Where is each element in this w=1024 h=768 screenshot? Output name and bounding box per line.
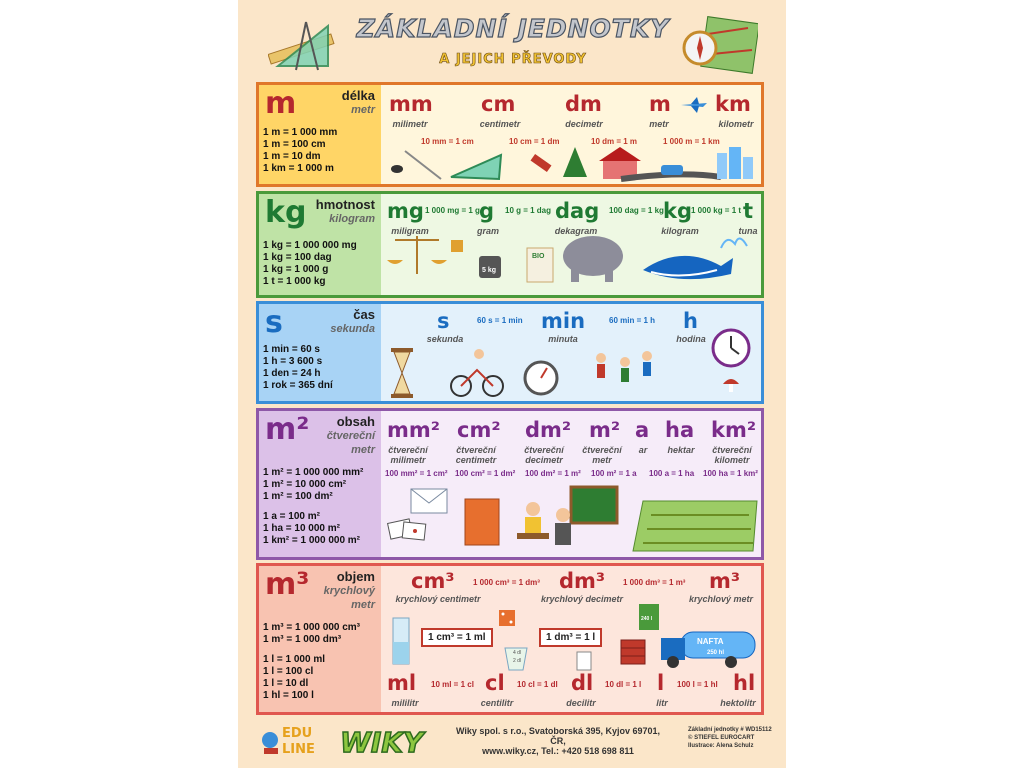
area-summary <box>259 411 381 557</box>
road-icon <box>621 174 721 179</box>
unit-g: g <box>479 199 495 223</box>
time-scale <box>381 304 761 401</box>
unit-dm3-name: krychlový decimetr <box>540 594 624 604</box>
unit-kg-name: kilogram <box>661 226 699 236</box>
playing-cards-icon <box>388 519 426 540</box>
volume-summary <box>259 566 381 712</box>
mass-scale <box>381 194 761 295</box>
set-square-icon <box>451 155 501 179</box>
waste-bin-icon <box>639 604 659 630</box>
area-eq-1: 100 mm² = 1 cm² <box>385 469 448 478</box>
chalk-icon <box>531 154 552 172</box>
length-summary <box>259 85 381 184</box>
small-weight-icon <box>451 240 463 252</box>
volume-eq-1: 1 000 cm³ = 1 dm³ <box>473 578 540 587</box>
truck-label: NAFTA <box>697 637 724 646</box>
unit-h: h <box>683 309 698 333</box>
area-eq-4: 100 m² = 1 a <box>591 469 637 478</box>
unit-mg: mg <box>387 199 424 223</box>
runners-icon <box>596 351 652 382</box>
field-icon <box>633 501 757 551</box>
cup-label-2dl: 2 dl <box>513 658 522 664</box>
length-eq-1: 10 mm = 1 cm <box>421 137 474 146</box>
volume-quantity: objem krychlový metr <box>323 569 375 611</box>
unit-mm-name: milimetr <box>392 119 428 129</box>
unit-mm2-name: čtvereční milimetr <box>388 445 428 465</box>
volume-eq-6: 100 l = 1 hl <box>677 680 718 689</box>
mass-quantity: hmotnost kilogram <box>315 197 375 225</box>
mushroom-icon <box>723 379 739 392</box>
unit-m-name: metr <box>649 119 669 129</box>
volume-scale <box>381 566 761 712</box>
unit-dag-name: dekagram <box>554 226 598 236</box>
svg-text:EDU: EDU <box>282 726 313 741</box>
unit-a-name: ar <box>638 445 648 455</box>
unit-kg: kg <box>663 199 692 223</box>
unit-ha: ha <box>665 418 695 442</box>
airplane-icon <box>679 95 709 115</box>
length-scale <box>381 85 761 184</box>
unit-dag: dag <box>555 199 600 223</box>
unit-cm: cm <box>481 92 516 116</box>
whale-icon <box>643 256 733 279</box>
unit-l-name: litr <box>656 698 668 708</box>
section-volume <box>256 563 764 715</box>
tree-icon <box>563 147 587 177</box>
unit-dl-name: decilitr <box>566 698 596 708</box>
unit-dl: dl <box>571 671 594 695</box>
time-eq-2: 60 min = 1 h <box>609 316 656 325</box>
time-summary <box>259 304 381 401</box>
tanker-truck-icon <box>661 632 755 668</box>
wall-clock-icon <box>713 330 749 366</box>
time-symbol: s <box>265 305 283 340</box>
unit-km-name: kilometr <box>718 119 754 129</box>
volume-symbol: m³ <box>265 567 310 602</box>
area-quantity: obsah čtvereční metr <box>326 414 375 456</box>
milk-carton-icon <box>577 652 591 670</box>
unit-cm3: cm³ <box>411 569 455 593</box>
poster-subtitle: A JEJICH PŘEVODY <box>439 52 587 67</box>
volume-eq-3: 10 ml = 1 cl <box>431 680 474 689</box>
length-conversions: 1 m = 1 000 mm 1 m = 100 cm 1 m = 10 dm 1 km = 1 000 m <box>263 127 338 174</box>
bin-label: 240 l <box>641 616 653 622</box>
unit-cm2: cm² <box>457 418 501 442</box>
unit-m3: m³ <box>709 569 741 593</box>
unit-cm2-name: čtvereční centimetr <box>455 445 497 465</box>
length-illustrations <box>381 145 761 185</box>
section-length <box>256 82 764 187</box>
unit-km2-name: čtvereční kilometr <box>712 445 752 465</box>
unit-l: l <box>657 671 665 695</box>
box-dm3-l: 1 dm³ = 1 l <box>539 628 602 647</box>
box-cm3-ml: 1 cm³ = 1 ml <box>421 628 493 647</box>
length-eq-3: 10 dm = 1 m <box>591 137 638 146</box>
area-symbol: m² <box>265 412 310 447</box>
mass-summary <box>259 194 381 295</box>
volume-eq-5: 10 dl = 1 l <box>605 680 642 689</box>
book-icon <box>465 499 499 545</box>
area-eq-2: 100 cm² = 1 dm² <box>455 469 516 478</box>
svg-text:WIKY: WIKY <box>340 726 424 758</box>
elephant-icon <box>563 236 623 282</box>
time-quantity: čas sekunda <box>330 307 375 335</box>
poster <box>238 0 786 768</box>
product-info: Základní jednotky # WD15112 © STIEFEL EUROCART Ilustrace: Alena Schulz <box>688 727 772 749</box>
city-icon <box>717 147 753 179</box>
length-symbol: m <box>265 86 297 121</box>
mass-illustrations <box>381 230 761 292</box>
unit-a: a <box>635 418 650 442</box>
mass-symbol: kg <box>265 195 307 230</box>
stopwatch-icon <box>525 362 557 394</box>
scales-icon <box>387 236 447 274</box>
unit-hl-name: hektolitr <box>720 698 756 708</box>
unit-km: km <box>715 92 751 116</box>
house-icon <box>599 147 641 179</box>
length-eq-2: 10 cm = 1 dm <box>509 137 560 146</box>
truck-volume: 250 hl <box>707 650 725 656</box>
unit-mg-name: miligram <box>391 226 429 236</box>
unit-dm2: dm² <box>525 418 572 442</box>
edu-line-logo <box>260 720 334 760</box>
unit-cm3-name: krychlový centimetr <box>395 594 481 604</box>
unit-cm-name: centimetr <box>479 119 521 129</box>
unit-h-name: hodina <box>676 334 706 344</box>
section-time <box>256 301 764 404</box>
volume-conversions: 1 m³ = 1 000 000 cm³ 1 m³ = 1 000 dm³ 1 l = 1 000 ml 1 l = 100 cl 1 l = 10 dl 1 hl = 100 l <box>263 622 361 701</box>
weight-label: 5 kg <box>482 267 497 274</box>
area-eq-6: 100 ha = 1 km² <box>703 469 758 478</box>
unit-m2: m² <box>589 418 621 442</box>
unit-cl-name: centilitr <box>480 698 514 708</box>
wiky-logo <box>338 724 428 758</box>
poster-title: ZÁKLADNÍ JEDNOTKY <box>356 14 670 43</box>
area-illustrations <box>381 481 761 557</box>
teacher-board-icon <box>555 487 617 545</box>
time-illustrations <box>381 324 761 404</box>
cup-label-4dl: 4 dl <box>513 650 522 656</box>
ant-needle-icon <box>391 151 441 179</box>
whale-spout-icon <box>721 238 747 248</box>
length-quantity: délka metr <box>341 88 375 116</box>
volume-eq-2: 1 000 dm³ = 1 m³ <box>623 578 686 587</box>
mass-eq-4: 1 000 kg = 1 t <box>691 206 742 215</box>
unit-mm: mm <box>389 92 433 116</box>
unit-dm2-name: čtvereční decimetr <box>524 445 564 465</box>
unit-t: t <box>743 199 754 223</box>
volume-eq-4: 10 cl = 1 dl <box>517 680 558 689</box>
unit-cl: cl <box>485 671 505 695</box>
unit-min-name: minuta <box>548 334 578 344</box>
unit-s: s <box>437 309 450 333</box>
unit-dm: dm <box>565 92 602 116</box>
measuring-cylinder-icon <box>393 618 409 664</box>
unit-t-name: tuna <box>738 226 758 236</box>
unit-mm2: mm² <box>387 418 440 442</box>
length-eq-4: 1 000 m = 1 km <box>663 137 720 146</box>
unit-km2: km² <box>711 418 757 442</box>
publisher-address: Wiky spol. s r.o., Svatoborská 395, Kyjov 69701, ČR, www.wiky.cz, Tel.: +420 518 698 811 <box>455 726 661 756</box>
time-conversions: 1 min = 60 s 1 h = 3 600 s 1 den = 24 h 1 rok = 365 dní <box>263 344 333 391</box>
unit-m3-name: krychlový metr <box>688 594 754 604</box>
unit-hl: hl <box>733 671 756 695</box>
unit-dm-name: decimetr <box>565 119 603 129</box>
mass-eq-3: 100 dag = 1 kg <box>609 206 664 215</box>
unit-m: m <box>649 92 671 116</box>
compass-map-icon <box>678 14 758 76</box>
unit-g-name: gram <box>476 226 499 236</box>
unit-min: min <box>541 309 586 333</box>
area-eq-3: 100 dm² = 1 m² <box>525 469 581 478</box>
unit-s-name: sekunda <box>426 334 464 344</box>
mass-conversions: 1 kg = 1 000 000 mg 1 kg = 100 dag 1 kg = 1 000 g 1 t = 1 000 kg <box>263 240 357 287</box>
section-mass <box>256 191 764 298</box>
hourglass-icon <box>391 348 413 398</box>
svg-text:LINE: LINE <box>282 742 315 757</box>
flour-bag-label: BIO <box>532 253 545 260</box>
mass-eq-2: 10 g = 1 dag <box>505 206 552 215</box>
time-eq-1: 60 s = 1 min <box>477 316 523 325</box>
volume-illustrations <box>381 602 761 672</box>
measuring-cup-icon <box>505 648 527 670</box>
cyclist-icon <box>451 349 503 396</box>
bricks-icon <box>621 640 645 664</box>
unit-ml: ml <box>387 671 417 695</box>
area-eq-5: 100 a = 1 ha <box>649 469 695 478</box>
mass-eq-1: 1 000 mg = 1 g <box>425 206 480 215</box>
unit-dm3: dm³ <box>559 569 606 593</box>
car-icon <box>661 165 683 175</box>
dice-icon <box>499 610 515 626</box>
area-scale <box>381 411 761 557</box>
pupil-desk-icon <box>517 502 549 539</box>
envelope-icon <box>411 489 447 513</box>
area-conversions: 1 m² = 1 000 000 mm² 1 m² = 10 000 cm² 1 m² = 100 dm² 1 a = 100 m² 1 ha = 10 000 m² 1 km² = 1 000 000 m² <box>263 467 364 546</box>
unit-m2-name: čtvereční metr <box>582 445 622 465</box>
unit-ml-name: mililitr <box>391 698 419 708</box>
unit-ha-name: hektar <box>667 445 695 455</box>
section-area <box>256 408 764 560</box>
